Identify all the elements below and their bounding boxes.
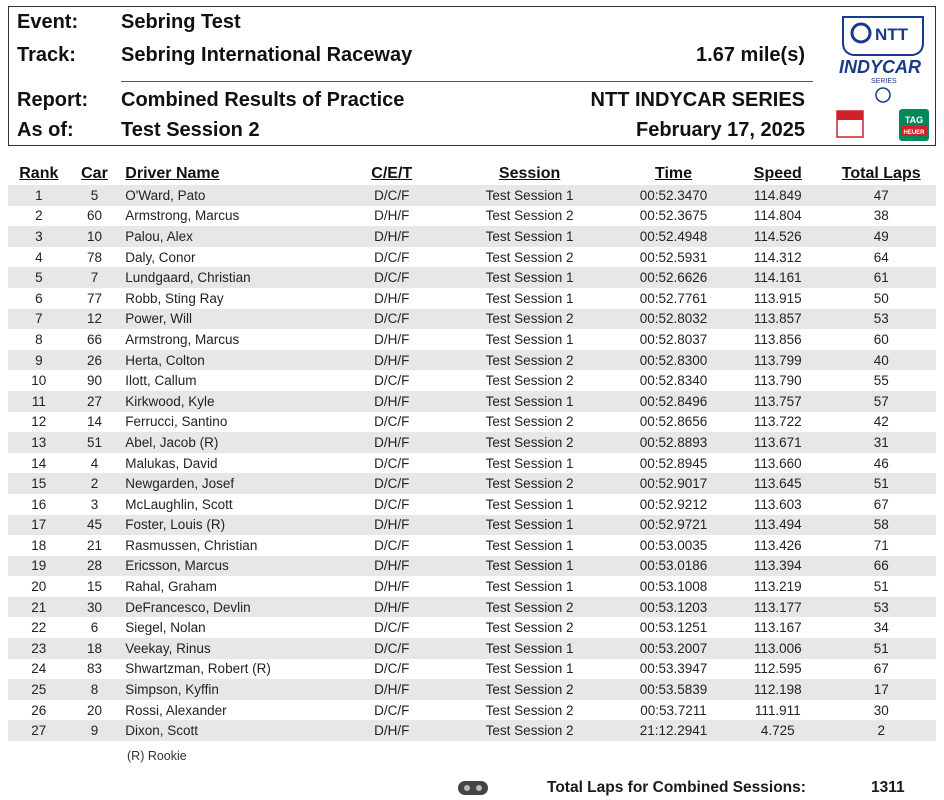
results-table: [8, 163, 936, 741]
cell-cet: D/C/F: [342, 185, 441, 206]
cell-speed: 113.790: [753, 373, 802, 389]
cell-car: 20: [86, 702, 102, 718]
table-row: [8, 515, 936, 536]
cell-laps: 55: [873, 373, 889, 389]
table-row: [8, 391, 936, 412]
cell-laps: 61: [826, 267, 936, 288]
cell-time: 00:52.9017: [618, 473, 729, 494]
table-row: [8, 720, 936, 741]
cell-rank: 17: [8, 515, 70, 536]
cell-speed: 4.725: [729, 720, 826, 741]
table-row: [8, 638, 936, 659]
cell-session: Test Session 1: [485, 496, 574, 512]
cell-speed: 111.911: [754, 702, 801, 718]
cell-car: 45: [70, 515, 120, 536]
cell-car: 14: [86, 414, 102, 430]
rookie-footnote: (R) Rookie: [127, 749, 187, 763]
track-value: Sebring International Raceway: [121, 44, 413, 66]
cell-laps: 71: [873, 537, 889, 553]
cell-cet: D/H/F: [342, 515, 441, 536]
cell-rank: 10: [31, 373, 47, 389]
cell-time: 00:53.2007: [618, 638, 729, 659]
cell-car: 9: [70, 720, 120, 741]
ntt-logo-text: NTT: [875, 25, 909, 44]
cell-time: 00:52.8032: [618, 309, 729, 330]
cell-driver: Kirkwood, Kyle: [119, 391, 342, 412]
cell-time: 00:52.8300: [618, 350, 729, 371]
cell-session: Test Session 1: [441, 638, 618, 659]
col-car: Car: [81, 165, 108, 182]
cell-rank: 6: [35, 290, 43, 306]
cell-time: 00:53.1203: [618, 597, 729, 618]
cell-speed: 113.645: [729, 473, 826, 494]
cell-driver: Foster, Louis (R): [119, 515, 342, 536]
cell-driver: Daly, Conor: [125, 249, 196, 265]
cell-car: 7: [70, 267, 120, 288]
cell-session: Test Session 2: [485, 208, 574, 224]
table-row: [8, 309, 936, 330]
cell-session: Test Session 1: [485, 331, 574, 347]
cell-cet: D/C/F: [374, 496, 410, 512]
table-row: [8, 329, 936, 350]
cell-rank: 13: [8, 432, 70, 453]
cell-time: 00:52.8656: [639, 414, 708, 430]
tag-logo-text: TAG: [904, 115, 924, 125]
cell-cet: D/C/F: [374, 620, 410, 636]
cell-laps: 51: [826, 473, 936, 494]
table-row: [8, 576, 936, 597]
cell-speed: 113.006: [729, 638, 826, 659]
report-label: Report:: [17, 89, 89, 111]
cell-cet: D/H/F: [374, 579, 410, 595]
cell-driver: Simpson, Kyffin: [119, 679, 342, 700]
cell-speed: 113.494: [729, 515, 826, 536]
cell-session: Test Session 2: [441, 720, 618, 741]
cell-rank: 11: [8, 391, 70, 412]
cell-time: 00:52.8945: [639, 455, 708, 471]
cell-laps: 30: [873, 702, 889, 718]
indycar-logo-text: INDYCAR: [839, 57, 922, 77]
header-divider: [121, 81, 813, 82]
cell-laps: 60: [873, 331, 889, 347]
cell-laps: 17: [826, 679, 936, 700]
cell-laps: 34: [873, 620, 889, 636]
cell-cet: D/H/F: [342, 597, 441, 618]
cell-car: 21: [86, 537, 102, 553]
cell-driver: Siegel, Nolan: [125, 620, 206, 636]
cell-session: Test Session 1: [485, 290, 574, 306]
cell-rank: 22: [31, 620, 47, 636]
cell-cet: D/H/F: [342, 679, 441, 700]
cell-speed: 114.526: [729, 226, 826, 247]
cell-speed: 114.849: [729, 185, 826, 206]
cell-session: Test Session 2: [441, 309, 618, 330]
cell-rank: 8: [35, 331, 43, 347]
table-row: [8, 473, 936, 494]
cell-speed: 113.394: [729, 556, 826, 577]
cell-cet: D/H/F: [342, 432, 441, 453]
cell-cet: D/H/F: [342, 556, 441, 577]
cell-driver: Palou, Alex: [119, 226, 342, 247]
cell-cet: D/H/F: [342, 720, 441, 741]
table-row: [8, 556, 936, 577]
cell-rank: 4: [35, 249, 43, 265]
cell-laps: 2: [826, 720, 936, 741]
table-row: [8, 535, 936, 556]
results-body: [8, 185, 936, 741]
table-row: [8, 370, 936, 391]
cell-laps: 51: [826, 638, 936, 659]
col-session: Session: [498, 165, 561, 182]
cell-time: 00:52.8496: [618, 391, 729, 412]
series-logo-text: SERIES: [871, 78, 897, 85]
cell-driver: Armstrong, Marcus: [125, 208, 240, 224]
tag-heuer-icon: [899, 109, 929, 141]
cell-car: 12: [70, 309, 120, 330]
cell-speed: 112.198: [729, 679, 826, 700]
report-date: February 17, 2025: [636, 119, 805, 141]
cell-car: 6: [90, 620, 99, 636]
table-row: [8, 350, 936, 371]
cell-rank: 3: [8, 226, 70, 247]
cell-driver: Malukas, David: [125, 455, 218, 471]
table-row: [8, 226, 936, 247]
table-row: [8, 597, 936, 618]
cell-driver: O'Ward, Pato: [119, 185, 342, 206]
cell-driver: Lundgaard, Christian: [119, 267, 342, 288]
cell-session: Test Session 2: [485, 249, 574, 265]
cell-speed: 113.757: [729, 391, 826, 412]
cell-driver: Rasmussen, Christian: [125, 537, 258, 553]
cell-session: Test Session 1: [485, 579, 574, 595]
cell-session: Test Session 2: [485, 373, 574, 389]
cell-cet: D/C/F: [374, 414, 410, 430]
cell-speed: 114.804: [753, 208, 802, 224]
heuer-logo-text: HEUER: [903, 130, 925, 136]
series-logo-group: [835, 13, 931, 143]
cell-speed: 114.161: [729, 267, 826, 288]
cell-speed: 112.595: [753, 661, 802, 677]
cell-session: Test Session 1: [485, 537, 574, 553]
cell-time: 00:52.6626: [618, 267, 729, 288]
cell-cet: D/C/F: [342, 309, 441, 330]
cell-car: 30: [70, 597, 120, 618]
cell-cet: D/C/F: [374, 661, 410, 677]
col-driver: Driver Name: [125, 165, 220, 182]
cell-rank: 24: [31, 661, 47, 677]
cell-cet: D/C/F: [374, 455, 410, 471]
col-cet: C/E/T: [371, 165, 413, 182]
cell-session: Test Session 1: [441, 556, 618, 577]
cell-laps: 46: [873, 455, 889, 471]
cell-laps: 58: [826, 515, 936, 536]
cell-driver: Shwartzman, Robert (R): [125, 661, 271, 677]
cell-speed: 113.167: [753, 620, 802, 636]
total-laps-value: 1311: [871, 779, 905, 796]
cell-speed: 113.603: [753, 496, 802, 512]
table-row: [8, 185, 936, 206]
cell-rank: 15: [8, 473, 70, 494]
cell-cet: D/C/F: [374, 373, 410, 389]
cell-speed: 114.312: [753, 249, 802, 265]
cell-car: 3: [90, 496, 99, 512]
col-time: Time: [655, 165, 693, 182]
event-value: Sebring Test: [121, 11, 241, 33]
cell-time: 00:52.3675: [639, 208, 708, 224]
cell-laps: 64: [873, 249, 889, 265]
cell-time: 00:53.0035: [639, 537, 708, 553]
cell-car: 4: [90, 455, 99, 471]
cell-time: 00:53.0186: [618, 556, 729, 577]
cell-rank: 5: [8, 267, 70, 288]
cell-speed: 113.915: [753, 290, 802, 306]
cell-rank: 18: [31, 537, 47, 553]
cell-driver: Robb, Sting Ray: [125, 290, 224, 306]
cell-car: 26: [70, 350, 120, 371]
table-header-row: [8, 163, 936, 185]
cell-rank: 26: [31, 702, 47, 718]
cell-speed: 113.856: [753, 331, 802, 347]
table-row: [8, 267, 936, 288]
cell-laps: 49: [826, 226, 936, 247]
cell-cet: D/C/F: [342, 267, 441, 288]
cell-rank: 27: [8, 720, 70, 741]
cell-cet: D/H/F: [342, 391, 441, 412]
cell-laps: 53: [826, 597, 936, 618]
cell-time: 00:52.7761: [639, 290, 708, 306]
cell-laps: 67: [873, 496, 889, 512]
cell-laps: 47: [826, 185, 936, 206]
indycar-logo-icon: [835, 13, 931, 143]
table-row: [8, 288, 936, 309]
cell-time: 00:52.8340: [639, 373, 708, 389]
cell-rank: 19: [8, 556, 70, 577]
col-laps: Total Laps: [841, 165, 921, 182]
cell-speed: 113.219: [753, 579, 802, 595]
cell-time: 00:52.9721: [618, 515, 729, 536]
cell-speed: 113.426: [753, 537, 802, 553]
cell-cet: D/C/F: [374, 537, 410, 553]
cell-time: 00:53.5839: [618, 679, 729, 700]
cell-laps: 51: [873, 579, 889, 595]
cell-rank: 9: [8, 350, 70, 371]
cell-cet: D/H/F: [342, 350, 441, 371]
cell-driver: Ilott, Callum: [125, 373, 197, 389]
cell-session: Test Session 2: [441, 350, 618, 371]
cell-car: 2: [70, 473, 120, 494]
table-row: [8, 679, 936, 700]
cell-rank: 7: [8, 309, 70, 330]
cell-time: 21:12.2941: [618, 720, 729, 741]
cell-driver: Rahal, Graham: [125, 579, 217, 595]
cell-rank: 25: [8, 679, 70, 700]
cell-car: 77: [86, 290, 102, 306]
cell-rank: 23: [8, 638, 70, 659]
cell-laps: 31: [826, 432, 936, 453]
cell-driver: Rossi, Alexander: [125, 702, 227, 718]
asof-label: As of:: [17, 119, 74, 141]
page-indicator-icon[interactable]: [458, 781, 488, 795]
cell-car: 15: [86, 579, 102, 595]
cell-driver: Herta, Colton: [119, 350, 342, 371]
table-row: [8, 247, 936, 268]
cell-car: 8: [70, 679, 120, 700]
cell-car: 66: [86, 331, 102, 347]
cell-driver: Armstrong, Marcus: [125, 331, 240, 347]
cell-speed: 113.177: [729, 597, 826, 618]
cell-cet: D/C/F: [342, 638, 441, 659]
cell-rank: 20: [31, 579, 47, 595]
cell-car: 5: [70, 185, 120, 206]
report-value: Combined Results of Practice: [121, 89, 405, 111]
cell-session: Test Session 2: [485, 702, 574, 718]
cell-speed: 113.722: [753, 414, 802, 430]
table-row: [8, 412, 936, 433]
cell-session: Test Session 1: [485, 661, 574, 677]
cell-car: 90: [86, 373, 102, 389]
cell-speed: 113.857: [729, 309, 826, 330]
cell-driver: DeFrancesco, Devlin: [119, 597, 342, 618]
table-row: [8, 494, 936, 515]
cell-rank: 14: [31, 455, 47, 471]
total-laps-label: Total Laps for Combined Sessions:: [547, 779, 806, 796]
cell-rank: 21: [8, 597, 70, 618]
cell-session: Test Session 1: [441, 391, 618, 412]
cell-session: Test Session 2: [441, 473, 618, 494]
cell-driver: McLaughlin, Scott: [125, 496, 233, 512]
cell-cet: D/H/F: [374, 290, 410, 306]
cell-car: 10: [70, 226, 120, 247]
cell-laps: 50: [873, 290, 889, 306]
cell-cet: D/H/F: [374, 331, 410, 347]
event-label: Event:: [17, 11, 79, 33]
table-row: [8, 453, 936, 474]
cell-driver: Ericsson, Marcus: [119, 556, 342, 577]
cell-laps: 66: [826, 556, 936, 577]
cell-driver: Ferrucci, Santino: [125, 414, 228, 430]
cell-rank: 12: [31, 414, 47, 430]
table-row: [8, 617, 936, 638]
cell-driver: Abel, Jacob (R): [119, 432, 342, 453]
table-row: [8, 432, 936, 453]
col-speed: Speed: [753, 165, 802, 182]
cell-laps: 57: [826, 391, 936, 412]
cell-driver: Veekay, Rinus: [119, 638, 342, 659]
cell-laps: 53: [826, 309, 936, 330]
cell-cet: D/C/F: [374, 249, 410, 265]
cell-time: 00:52.8893: [618, 432, 729, 453]
cell-car: 28: [70, 556, 120, 577]
table-row: [8, 659, 936, 680]
table-row: [8, 206, 936, 227]
cell-time: 00:52.5931: [639, 249, 708, 265]
cell-laps: 40: [826, 350, 936, 371]
cell-rank: 16: [31, 496, 47, 512]
cell-rank: 1: [8, 185, 70, 206]
cell-car: 60: [86, 208, 102, 224]
cell-time: 00:53.1251: [639, 620, 708, 636]
cell-laps: 38: [873, 208, 889, 224]
cell-time: 00:52.3470: [618, 185, 729, 206]
cell-speed: 113.799: [729, 350, 826, 371]
track-label: Track:: [17, 44, 76, 66]
cell-cet: D/C/F: [342, 473, 441, 494]
cell-laps: 42: [873, 414, 889, 430]
cell-session: Test Session 2: [441, 597, 618, 618]
asof-value: Test Session 2: [121, 119, 260, 141]
cell-time: 00:52.4948: [618, 226, 729, 247]
cell-time: 00:52.9212: [639, 496, 708, 512]
cell-time: 00:53.7211: [640, 702, 707, 718]
track-length: 1.67 mile(s): [696, 44, 805, 66]
cell-session: Test Session 1: [441, 267, 618, 288]
cell-car: 51: [70, 432, 120, 453]
cell-speed: 113.671: [729, 432, 826, 453]
col-rank: Rank: [19, 165, 59, 182]
cell-cet: D/C/F: [374, 702, 410, 718]
cell-session: Test Session 1: [441, 226, 618, 247]
cell-session: Test Session 2: [485, 414, 574, 430]
cell-driver: Newgarden, Josef: [119, 473, 342, 494]
cell-time: 00:53.1008: [639, 579, 708, 595]
series-name: NTT INDYCAR SERIES: [590, 89, 805, 111]
cell-laps: 67: [873, 661, 889, 677]
cell-driver: Power, Will: [119, 309, 342, 330]
cell-cet: D/H/F: [342, 226, 441, 247]
report-header: [8, 6, 936, 146]
cell-session: Test Session 2: [441, 432, 618, 453]
cell-session: Test Session 2: [441, 679, 618, 700]
cell-car: 18: [70, 638, 120, 659]
cell-session: Test Session 2: [485, 620, 574, 636]
cell-time: 00:53.3947: [639, 661, 708, 677]
cell-driver: Dixon, Scott: [119, 720, 342, 741]
cell-car: 27: [70, 391, 120, 412]
cell-session: Test Session 1: [441, 515, 618, 536]
table-row: [8, 700, 936, 721]
cell-car: 78: [86, 249, 102, 265]
cell-cet: D/H/F: [374, 208, 410, 224]
cell-session: Test Session 1: [441, 185, 618, 206]
cell-rank: 2: [35, 208, 43, 224]
cell-time: 00:52.8037: [639, 331, 708, 347]
cell-session: Test Session 1: [485, 455, 574, 471]
cell-car: 83: [86, 661, 102, 677]
cell-speed: 113.660: [753, 455, 802, 471]
